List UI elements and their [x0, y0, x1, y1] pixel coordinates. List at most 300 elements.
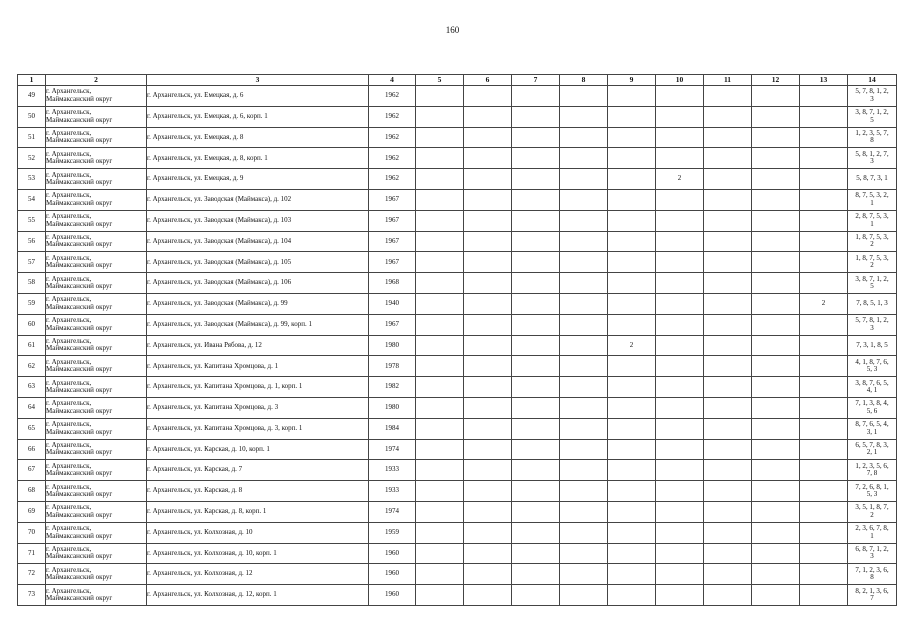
table-row — [18, 418, 897, 439]
table-row — [18, 169, 897, 190]
table-row — [18, 377, 897, 398]
col7-cell — [512, 397, 560, 418]
row-number: 69 — [18, 501, 46, 522]
col5-cell — [416, 169, 464, 190]
order-cell: 1, 8, 7, 5, 3, 2 — [848, 231, 897, 252]
col6-cell — [464, 252, 512, 273]
year-cell: 1962 — [369, 127, 416, 148]
col9-cell — [608, 418, 656, 439]
col6-cell — [464, 273, 512, 294]
row-number: 67 — [18, 460, 46, 481]
col13-cell — [800, 564, 848, 585]
address-cell: г. Архангельск, ул. Капитана Хромцова, д. 3, корп. 1 — [147, 418, 369, 439]
col6-cell — [464, 169, 512, 190]
year-cell: 1982 — [369, 377, 416, 398]
order-cell: 2, 3, 6, 7, 8, 1 — [848, 522, 897, 543]
col10-cell — [656, 252, 704, 273]
col10-cell — [656, 377, 704, 398]
col12-cell — [752, 127, 800, 148]
col12-cell — [752, 293, 800, 314]
col10-cell — [656, 189, 704, 210]
header-row — [18, 75, 897, 86]
col7-cell — [512, 418, 560, 439]
col13-cell — [800, 522, 848, 543]
col7-cell — [512, 86, 560, 107]
col9-cell — [608, 273, 656, 294]
col5-cell — [416, 481, 464, 502]
col9-cell — [608, 460, 656, 481]
col10-cell — [656, 397, 704, 418]
col7-cell — [512, 439, 560, 460]
col11-cell — [704, 585, 752, 606]
col12-cell — [752, 481, 800, 502]
col7-cell — [512, 481, 560, 502]
col6-cell — [464, 439, 512, 460]
col7-cell — [512, 314, 560, 335]
col8-cell — [560, 356, 608, 377]
col11-cell — [704, 543, 752, 564]
col8-cell — [560, 252, 608, 273]
col13-cell — [800, 543, 848, 564]
district-cell: г. Архангельск, Маймаксанский округ — [46, 585, 147, 606]
col11-cell — [704, 481, 752, 502]
col13-cell — [800, 127, 848, 148]
row-number: 60 — [18, 314, 46, 335]
year-cell: 1960 — [369, 543, 416, 564]
col5-cell — [416, 273, 464, 294]
col10-cell — [656, 273, 704, 294]
col10-cell — [656, 231, 704, 252]
col9-cell — [608, 231, 656, 252]
col8-cell — [560, 501, 608, 522]
col5-cell — [416, 585, 464, 606]
col5-cell — [416, 148, 464, 169]
row-number: 66 — [18, 439, 46, 460]
col7-cell — [512, 585, 560, 606]
col6-cell — [464, 293, 512, 314]
district-cell: г. Архангельск, Маймаксанский округ — [46, 252, 147, 273]
col8-cell — [560, 169, 608, 190]
col11-cell — [704, 439, 752, 460]
address-cell: г. Архангельск, ул. Емецкая, д. 6, корп. 1 — [147, 106, 369, 127]
col7-cell — [512, 169, 560, 190]
col9-cell — [608, 356, 656, 377]
col5-cell — [416, 501, 464, 522]
col8-cell — [560, 273, 608, 294]
district-cell: г. Архангельск, Маймаксанский округ — [46, 460, 147, 481]
col6-cell — [464, 127, 512, 148]
col8-cell — [560, 481, 608, 502]
order-cell: 4, 1, 8, 7, 6, 5, 3 — [848, 356, 897, 377]
col11-cell — [704, 252, 752, 273]
row-number: 73 — [18, 585, 46, 606]
col12-cell — [752, 314, 800, 335]
col10-cell: 2 — [656, 169, 704, 190]
col9-cell — [608, 252, 656, 273]
col11-cell — [704, 522, 752, 543]
col7-cell — [512, 564, 560, 585]
address-cell: г. Архангельск, ул. Капитана Хромцова, д. 3 — [147, 397, 369, 418]
year-cell: 1967 — [369, 314, 416, 335]
district-cell: г. Архангельск, Маймаксанский округ — [46, 481, 147, 502]
col5-cell — [416, 231, 464, 252]
col12-cell — [752, 273, 800, 294]
col5-cell — [416, 86, 464, 107]
col10-cell — [656, 522, 704, 543]
address-cell: г. Архангельск, ул. Колхозная, д. 12 — [147, 564, 369, 585]
col6-cell — [464, 189, 512, 210]
year-cell: 1962 — [369, 106, 416, 127]
col10-cell — [656, 314, 704, 335]
address-cell: г. Архангельск, ул. Карская, д. 8, корп. 1 — [147, 501, 369, 522]
col9-cell — [608, 585, 656, 606]
order-cell: 6, 5, 7, 8, 3, 2, 1 — [848, 439, 897, 460]
address-cell: г. Архангельск, ул. Капитана Хромцова, д. 1, корп. 1 — [147, 377, 369, 398]
address-cell: г. Архангельск, ул. Колхозная, д. 12, корп. 1 — [147, 585, 369, 606]
col5-cell — [416, 314, 464, 335]
table-row — [18, 397, 897, 418]
order-cell: 8, 7, 5, 3, 2, 1 — [848, 189, 897, 210]
district-cell: г. Архангельск, Маймаксанский округ — [46, 439, 147, 460]
col9-cell: 2 — [608, 335, 656, 356]
col5-cell — [416, 127, 464, 148]
order-cell: 5, 7, 8, 1, 2, 3 — [848, 314, 897, 335]
col10-cell — [656, 210, 704, 231]
col13-cell — [800, 106, 848, 127]
row-number: 65 — [18, 418, 46, 439]
column-header-8: 8 — [560, 75, 608, 86]
col12-cell — [752, 169, 800, 190]
col8-cell — [560, 564, 608, 585]
col6-cell — [464, 86, 512, 107]
row-number: 52 — [18, 148, 46, 169]
col5-cell — [416, 293, 464, 314]
col7-cell — [512, 231, 560, 252]
col5-cell — [416, 189, 464, 210]
table-row — [18, 335, 897, 356]
col7-cell — [512, 189, 560, 210]
district-cell: г. Архангельск, Маймаксанский округ — [46, 210, 147, 231]
col9-cell — [608, 397, 656, 418]
col11-cell — [704, 106, 752, 127]
col10-cell — [656, 106, 704, 127]
col10-cell — [656, 460, 704, 481]
address-cell: г. Архангельск, ул. Заводская (Маймакса), д. 99, корп. 1 — [147, 314, 369, 335]
district-cell: г. Архангельск, Маймаксанский округ — [46, 564, 147, 585]
col11-cell — [704, 293, 752, 314]
column-header-7: 7 — [512, 75, 560, 86]
col11-cell — [704, 189, 752, 210]
order-cell: 5, 8, 1, 2, 7, 3 — [848, 148, 897, 169]
col9-cell — [608, 377, 656, 398]
row-number: 50 — [18, 106, 46, 127]
col6-cell — [464, 231, 512, 252]
table-row — [18, 564, 897, 585]
col11-cell — [704, 501, 752, 522]
col10-cell — [656, 127, 704, 148]
col12-cell — [752, 189, 800, 210]
year-cell: 1984 — [369, 418, 416, 439]
col10-cell — [656, 356, 704, 377]
year-cell: 1959 — [369, 522, 416, 543]
col9-cell — [608, 210, 656, 231]
district-cell: г. Архангельск, Маймаксанский округ — [46, 356, 147, 377]
col9-cell — [608, 169, 656, 190]
col12-cell — [752, 148, 800, 169]
order-cell: 3, 8, 7, 1, 2, 5 — [848, 273, 897, 294]
district-cell: г. Архангельск, Маймаксанский округ — [46, 377, 147, 398]
col11-cell — [704, 377, 752, 398]
year-cell: 1933 — [369, 481, 416, 502]
col8-cell — [560, 314, 608, 335]
col12-cell — [752, 543, 800, 564]
col13-cell — [800, 169, 848, 190]
col5-cell — [416, 418, 464, 439]
address-cell: г. Архангельск, ул. Емецкая, д. 6 — [147, 86, 369, 107]
col13-cell — [800, 231, 848, 252]
col10-cell — [656, 481, 704, 502]
table-row — [18, 148, 897, 169]
col13-cell — [800, 189, 848, 210]
table-row — [18, 522, 897, 543]
col12-cell — [752, 564, 800, 585]
col11-cell — [704, 397, 752, 418]
col7-cell — [512, 501, 560, 522]
order-cell: 7, 1, 3, 8, 4, 5, 6 — [848, 397, 897, 418]
col6-cell — [464, 481, 512, 502]
col6-cell — [464, 106, 512, 127]
year-cell: 1962 — [369, 169, 416, 190]
table-row — [18, 543, 897, 564]
district-cell: г. Архангельск, Маймаксанский округ — [46, 543, 147, 564]
address-cell: г. Архангельск, ул. Колхозная, д. 10, корп. 1 — [147, 543, 369, 564]
year-cell: 1967 — [369, 189, 416, 210]
col13-cell — [800, 356, 848, 377]
col7-cell — [512, 460, 560, 481]
table-row — [18, 356, 897, 377]
col9-cell — [608, 293, 656, 314]
row-number: 59 — [18, 293, 46, 314]
register-table — [17, 74, 897, 606]
col8-cell — [560, 127, 608, 148]
row-number: 55 — [18, 210, 46, 231]
col5-cell — [416, 377, 464, 398]
table-row — [18, 481, 897, 502]
district-cell: г. Архангельск, Маймаксанский округ — [46, 273, 147, 294]
col12-cell — [752, 418, 800, 439]
order-cell: 1, 2, 3, 5, 6, 7, 8 — [848, 460, 897, 481]
order-cell: 7, 2, 6, 8, 1, 5, 3 — [848, 481, 897, 502]
col10-cell — [656, 335, 704, 356]
row-number: 71 — [18, 543, 46, 564]
col11-cell — [704, 148, 752, 169]
year-cell: 1960 — [369, 585, 416, 606]
col6-cell — [464, 335, 512, 356]
col9-cell — [608, 127, 656, 148]
year-cell: 1980 — [369, 397, 416, 418]
order-cell: 1, 8, 7, 5, 3, 2 — [848, 252, 897, 273]
district-cell: г. Архангельск, Маймаксанский округ — [46, 501, 147, 522]
col8-cell — [560, 335, 608, 356]
col6-cell — [464, 418, 512, 439]
address-cell: г. Архангельск, ул. Карская, д. 8 — [147, 481, 369, 502]
col12-cell — [752, 356, 800, 377]
table-row — [18, 439, 897, 460]
table-row — [18, 293, 897, 314]
col7-cell — [512, 148, 560, 169]
table-row — [18, 585, 897, 606]
address-cell: г. Архангельск, ул. Емецкая, д. 8, корп. 1 — [147, 148, 369, 169]
column-header-1: 1 — [18, 75, 46, 86]
address-cell: г. Архангельск, ул. Емецкая, д. 8 — [147, 127, 369, 148]
col10-cell — [656, 293, 704, 314]
col7-cell — [512, 543, 560, 564]
column-header-6: 6 — [464, 75, 512, 86]
col10-cell — [656, 148, 704, 169]
col11-cell — [704, 460, 752, 481]
col8-cell — [560, 106, 608, 127]
col6-cell — [464, 564, 512, 585]
order-cell: 3, 8, 7, 6, 5, 4, 1 — [848, 377, 897, 398]
column-header-10: 10 — [656, 75, 704, 86]
col8-cell — [560, 522, 608, 543]
col6-cell — [464, 397, 512, 418]
year-cell: 1974 — [369, 439, 416, 460]
row-number: 57 — [18, 252, 46, 273]
year-cell: 1980 — [369, 335, 416, 356]
col9-cell — [608, 314, 656, 335]
col5-cell — [416, 252, 464, 273]
year-cell: 1960 — [369, 564, 416, 585]
district-cell: г. Архангельск, Маймаксанский округ — [46, 314, 147, 335]
year-cell: 1967 — [369, 210, 416, 231]
col7-cell — [512, 356, 560, 377]
table-row — [18, 314, 897, 335]
col11-cell — [704, 127, 752, 148]
column-header-14: 14 — [848, 75, 897, 86]
col11-cell — [704, 356, 752, 377]
district-cell: г. Архангельск, Маймаксанский округ — [46, 418, 147, 439]
col10-cell — [656, 501, 704, 522]
col6-cell — [464, 522, 512, 543]
col7-cell — [512, 127, 560, 148]
col9-cell — [608, 148, 656, 169]
col5-cell — [416, 356, 464, 377]
col5-cell — [416, 106, 464, 127]
col7-cell — [512, 106, 560, 127]
col8-cell — [560, 189, 608, 210]
col8-cell — [560, 418, 608, 439]
col7-cell — [512, 293, 560, 314]
column-header-13: 13 — [800, 75, 848, 86]
order-cell: 3, 5, 1, 8, 7, 2 — [848, 501, 897, 522]
col11-cell — [704, 210, 752, 231]
col8-cell — [560, 439, 608, 460]
col5-cell — [416, 210, 464, 231]
address-cell: г. Архангельск, ул. Емецкая, д. 9 — [147, 169, 369, 190]
address-cell: г. Архангельск, ул. Заводская (Маймакса), д. 99 — [147, 293, 369, 314]
order-cell: 3, 8, 7, 1, 2, 5 — [848, 106, 897, 127]
district-cell: г. Архангельск, Маймаксанский округ — [46, 293, 147, 314]
col9-cell — [608, 522, 656, 543]
address-cell: г. Архангельск, ул. Карская, д. 7 — [147, 460, 369, 481]
col12-cell — [752, 522, 800, 543]
col6-cell — [464, 377, 512, 398]
col8-cell — [560, 210, 608, 231]
col13-cell — [800, 210, 848, 231]
col5-cell — [416, 335, 464, 356]
table-row — [18, 106, 897, 127]
address-cell: г. Архангельск, ул. Ивана Рябова, д. 12 — [147, 335, 369, 356]
col5-cell — [416, 397, 464, 418]
address-cell: г. Архангельск, ул. Заводская (Маймакса), д. 106 — [147, 273, 369, 294]
row-number: 58 — [18, 273, 46, 294]
col11-cell — [704, 86, 752, 107]
district-cell: г. Архангельск, Маймаксанский округ — [46, 169, 147, 190]
col6-cell — [464, 314, 512, 335]
table-row — [18, 501, 897, 522]
row-number: 63 — [18, 377, 46, 398]
col8-cell — [560, 377, 608, 398]
order-cell: 8, 7, 6, 5, 4, 3, 1 — [848, 418, 897, 439]
year-cell: 1974 — [369, 501, 416, 522]
col11-cell — [704, 564, 752, 585]
col10-cell — [656, 439, 704, 460]
column-header-9: 9 — [608, 75, 656, 86]
col11-cell — [704, 418, 752, 439]
table-row — [18, 189, 897, 210]
col7-cell — [512, 335, 560, 356]
year-cell: 1967 — [369, 252, 416, 273]
table-row — [18, 86, 897, 107]
order-cell: 7, 3, 1, 8, 5 — [848, 335, 897, 356]
col10-cell — [656, 564, 704, 585]
col8-cell — [560, 86, 608, 107]
col13-cell — [800, 397, 848, 418]
col7-cell — [512, 252, 560, 273]
column-header-2: 2 — [46, 75, 147, 86]
col12-cell — [752, 460, 800, 481]
col9-cell — [608, 501, 656, 522]
col12-cell — [752, 231, 800, 252]
table-body — [18, 86, 897, 606]
col13-cell — [800, 148, 848, 169]
district-cell: г. Архангельск, Маймаксанский округ — [46, 127, 147, 148]
col11-cell — [704, 169, 752, 190]
col6-cell — [464, 501, 512, 522]
row-number: 64 — [18, 397, 46, 418]
col13-cell — [800, 460, 848, 481]
address-cell: г. Архангельск, ул. Заводская (Маймакса), д. 103 — [147, 210, 369, 231]
col13-cell — [800, 273, 848, 294]
col13-cell — [800, 86, 848, 107]
col11-cell — [704, 314, 752, 335]
col6-cell — [464, 148, 512, 169]
col12-cell — [752, 585, 800, 606]
row-number: 72 — [18, 564, 46, 585]
column-header-4: 4 — [369, 75, 416, 86]
address-cell: г. Архангельск, ул. Карская, д. 10, корп. 1 — [147, 439, 369, 460]
col12-cell — [752, 86, 800, 107]
order-cell: 1, 2, 3, 5, 7, 8 — [848, 127, 897, 148]
row-number: 62 — [18, 356, 46, 377]
order-cell: 5, 8, 7, 3, 1 — [848, 169, 897, 190]
col13-cell — [800, 481, 848, 502]
col12-cell — [752, 501, 800, 522]
district-cell: г. Архангельск, Маймаксанский округ — [46, 231, 147, 252]
row-number: 68 — [18, 481, 46, 502]
col12-cell — [752, 106, 800, 127]
